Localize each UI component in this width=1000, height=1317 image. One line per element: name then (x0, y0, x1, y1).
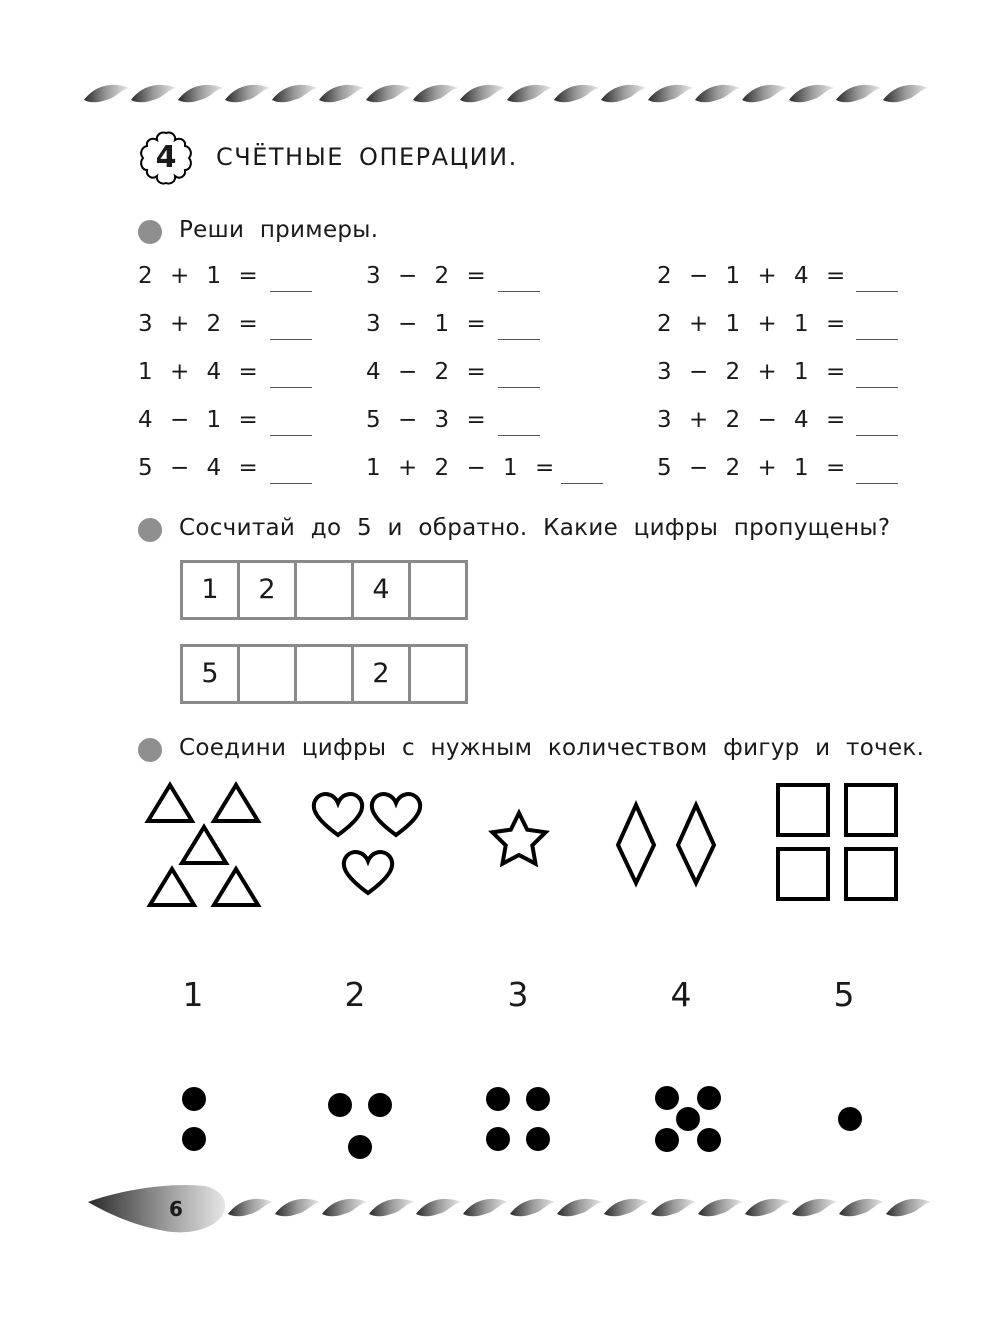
sequence-cell-empty[interactable] (237, 644, 297, 704)
leaf-ornament (413, 85, 458, 102)
dot (486, 1127, 510, 1151)
squares-group (778, 785, 896, 899)
leaf-ornament (789, 85, 834, 102)
leaf-ornament (601, 85, 646, 102)
dot (676, 1107, 700, 1131)
leaf-ornament (557, 1199, 602, 1216)
hearts-group (314, 794, 420, 893)
task-bullet (138, 220, 162, 244)
dot (526, 1127, 550, 1151)
answer-blank[interactable] (270, 435, 312, 436)
sequence-cell-empty[interactable] (294, 644, 354, 704)
answer-blank[interactable] (270, 483, 312, 484)
example-expression: 5 − 2 + 1 = (657, 455, 846, 481)
dot (526, 1087, 550, 1111)
dot (348, 1135, 372, 1159)
match-number[interactable]: 4 (670, 975, 692, 1014)
heart-icon (372, 794, 420, 835)
square-icon (846, 785, 896, 835)
shapes-row (140, 775, 920, 915)
sequence-cell-empty[interactable] (294, 560, 354, 620)
example-expression: 5 − 3 = (366, 407, 486, 433)
example-expression: 5 − 4 = (138, 455, 258, 481)
answer-blank[interactable] (561, 483, 603, 484)
triangle-icon (214, 785, 258, 821)
leaf-ornament (648, 85, 693, 102)
stars-group (492, 813, 545, 864)
dot (697, 1086, 721, 1110)
leaf-ornament (792, 1199, 837, 1216)
bottom-leaf-border (0, 1180, 1000, 1240)
example-expression: 4 − 1 = (138, 407, 258, 433)
leaf-ornament (839, 1199, 884, 1216)
triangle-icon (148, 785, 192, 821)
leaf-ornament (742, 85, 787, 102)
example-expression: 3 − 1 = (366, 311, 486, 337)
dot (697, 1128, 721, 1152)
leaf-ornament (84, 85, 129, 102)
sequence-cell: 2 (237, 560, 297, 620)
dot (486, 1087, 510, 1111)
star-icon (492, 813, 545, 864)
example-expression: 2 + 1 = (138, 263, 258, 289)
leaf-ornament (651, 1199, 696, 1216)
leaf-ornament (366, 85, 411, 102)
match-number[interactable]: 3 (507, 975, 529, 1014)
dot (838, 1107, 862, 1131)
leaf-ornament (604, 1199, 649, 1216)
sequence-cell-empty[interactable] (408, 644, 468, 704)
task-3-instruction: Соедини цифры с нужным количеством фигур и точек. (179, 735, 925, 761)
leaf-ornament (131, 85, 176, 102)
sequence-cell-empty[interactable] (408, 560, 468, 620)
example-expression: 3 − 2 + 1 = (657, 359, 846, 385)
sequence-cell: 1 (180, 560, 240, 620)
dot (655, 1086, 679, 1110)
example-expression: 1 + 4 = (138, 359, 258, 385)
leaf-ornament (745, 1199, 790, 1216)
answer-blank[interactable] (856, 291, 898, 292)
leaf-ornament (883, 85, 928, 102)
triangle-icon (182, 827, 226, 863)
heart-icon (344, 852, 392, 893)
answer-blank[interactable] (498, 291, 540, 292)
leaf-ornament (463, 1199, 508, 1216)
triangle-icon (214, 869, 258, 905)
leaf-ornament (886, 1199, 931, 1216)
example-expression: 2 + 1 + 1 = (657, 311, 846, 337)
diamond-icon (678, 805, 714, 883)
answer-blank[interactable] (270, 387, 312, 388)
page-number-leaf (88, 1185, 225, 1232)
triangles-group (148, 785, 258, 905)
leaf-ornament (507, 85, 552, 102)
answer-blank[interactable] (498, 339, 540, 340)
leaf-ornament (228, 1199, 273, 1216)
answer-blank[interactable] (856, 435, 898, 436)
task-2-instruction: Сосчитай до 5 и обратно. Какие цифры пропущены? (179, 515, 891, 541)
example-expression: 3 + 2 = (138, 311, 258, 337)
task-1-instruction: Реши примеры. (179, 217, 379, 243)
diamonds-group (618, 805, 714, 883)
leaf-ornament (695, 85, 740, 102)
answer-blank[interactable] (270, 291, 312, 292)
leaf-ornament (460, 85, 505, 102)
square-icon (846, 849, 896, 899)
sequence-cell: 2 (351, 644, 411, 704)
answer-blank[interactable] (856, 483, 898, 484)
match-number[interactable]: 1 (182, 975, 204, 1014)
sequence-cell: 5 (180, 644, 240, 704)
leaf-ornament (275, 1199, 320, 1216)
forward-sequence (180, 560, 468, 620)
task-bullet (138, 518, 162, 542)
answer-blank[interactable] (270, 339, 312, 340)
dot (368, 1093, 392, 1117)
match-number[interactable]: 2 (344, 975, 366, 1014)
sequence-cell: 4 (351, 560, 411, 620)
example-expression: 4 − 2 = (366, 359, 486, 385)
leaf-ornament (225, 85, 270, 102)
leaf-ornament (554, 85, 599, 102)
leaf-ornament (322, 1199, 367, 1216)
square-icon (778, 849, 828, 899)
leaf-ornament (416, 1199, 461, 1216)
match-number[interactable]: 5 (833, 975, 855, 1014)
heart-icon (314, 794, 362, 835)
example-expression: 3 + 2 − 4 = (657, 407, 846, 433)
square-icon (778, 785, 828, 835)
example-expression: 2 − 1 + 4 = (657, 263, 846, 289)
example-expression: 3 − 2 = (366, 263, 486, 289)
dot (655, 1128, 679, 1152)
diamond-icon (618, 805, 654, 883)
chapter-title: СЧЁТНЫЕ ОПЕРАЦИИ. (216, 143, 518, 171)
dot (182, 1087, 206, 1111)
top-leaf-border (0, 76, 1000, 116)
leaf-ornament (698, 1199, 743, 1216)
example-expression: 1 + 2 − 1 = (366, 455, 555, 481)
leaf-ornament (369, 1199, 414, 1216)
leaf-ornament (510, 1199, 555, 1216)
leaf-ornament (319, 85, 364, 102)
leaf-ornament (836, 85, 881, 102)
backward-sequence (180, 644, 468, 704)
answer-blank[interactable] (498, 387, 540, 388)
chapter-number: 4 (155, 140, 177, 175)
page-number: 6 (169, 1197, 183, 1221)
answer-blank[interactable] (856, 387, 898, 388)
leaf-ornament (272, 85, 317, 102)
dot (182, 1127, 206, 1151)
triangle-icon (150, 869, 194, 905)
answer-blank[interactable] (856, 339, 898, 340)
task-bullet (138, 738, 162, 762)
dot (328, 1093, 352, 1117)
leaf-ornament (178, 85, 223, 102)
answer-blank[interactable] (498, 435, 540, 436)
